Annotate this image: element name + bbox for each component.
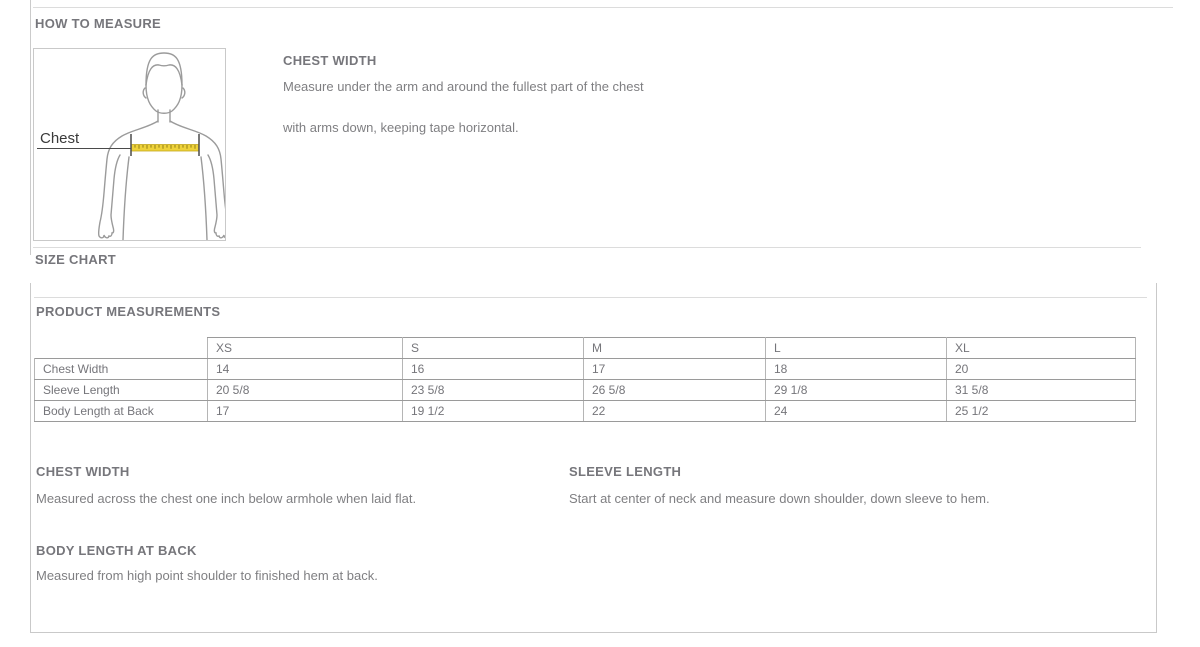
definition-desc-body-length: Measured from high point shoulder to finished hem at back. [36,568,378,583]
size-column-header-xs: XS [208,338,403,359]
measurement-row-label: Chest Width [35,359,208,380]
chest-width-line1: Measure under the arm and around the fullest part of the chest [283,79,644,94]
table-row-body-length-at-back [35,401,1136,422]
size-column-header-m: M [584,338,766,359]
measurement-value-cell: 26 5/8 [584,380,766,401]
face-outline [146,85,182,113]
panel-top-divider [34,297,1147,298]
chest-width-line2: with arms down, keeping tape horizontal. [283,120,519,135]
measurement-row-label: Sleeve Length [35,380,208,401]
table-header-row [35,338,1136,359]
size-column-header-xl: XL [947,338,1136,359]
measurement-value-cell: 29 1/8 [766,380,947,401]
size-column-header-s: S [403,338,584,359]
measurement-value-cell: 20 [947,359,1136,380]
size-chart-title: SIZE CHART [35,252,116,267]
measurement-row-label: Body Length at Back [35,401,208,422]
measurements-table [34,337,1136,422]
measurement-diagram [33,48,226,241]
hairline [146,65,182,85]
measurement-value-cell: 16 [403,359,584,380]
corner-header-cell [35,338,208,359]
chest-width-heading: CHEST WIDTH [283,53,377,68]
measurement-value-cell: 25 1/2 [947,401,1136,422]
measurement-value-cell: 14 [208,359,403,380]
measurement-value-cell: 17 [208,401,403,422]
measurement-value-cell: 18 [766,359,947,380]
definition-desc-chest-width: Measured across the chest one inch below armhole when laid flat. [36,491,417,506]
measurement-value-cell: 31 5/8 [947,380,1136,401]
measurement-value-cell: 20 5/8 [208,380,403,401]
measuring-tape [131,134,199,156]
definition-term-body-length: BODY LENGTH AT BACK [36,543,197,558]
table-row-chest-width [35,359,1136,380]
product-measurements-panel [30,283,1157,633]
top-divider [33,7,1173,8]
size-chart-divider [33,247,1141,248]
definition-desc-sleeve-length: Start at center of neck and measure down shoulder, down sleeve to hem. [569,491,990,506]
size-column-header-l: L [766,338,947,359]
left-arm-outline [99,121,158,238]
top-section-left-border [30,0,31,255]
tape-band [132,145,199,152]
chest-diagram-label: Chest [40,130,80,147]
measurement-value-cell: 24 [766,401,947,422]
torso-right-side [201,157,207,240]
definition-term-sleeve-length: SLEEVE LENGTH [569,464,682,479]
measurement-value-cell: 17 [584,359,766,380]
table-row-sleeve-length [35,380,1136,401]
measurement-value-cell: 22 [584,401,766,422]
torso-left-side [123,157,129,240]
measurement-value-cell: 23 5/8 [403,380,584,401]
how-to-measure-title: HOW TO MEASURE [35,16,162,31]
product-measurements-title: PRODUCT MEASUREMENTS [36,304,221,319]
right-arm-outline [170,121,225,238]
measurement-value-cell: 19 1/2 [403,401,584,422]
definition-term-chest-width: CHEST WIDTH [36,464,130,479]
